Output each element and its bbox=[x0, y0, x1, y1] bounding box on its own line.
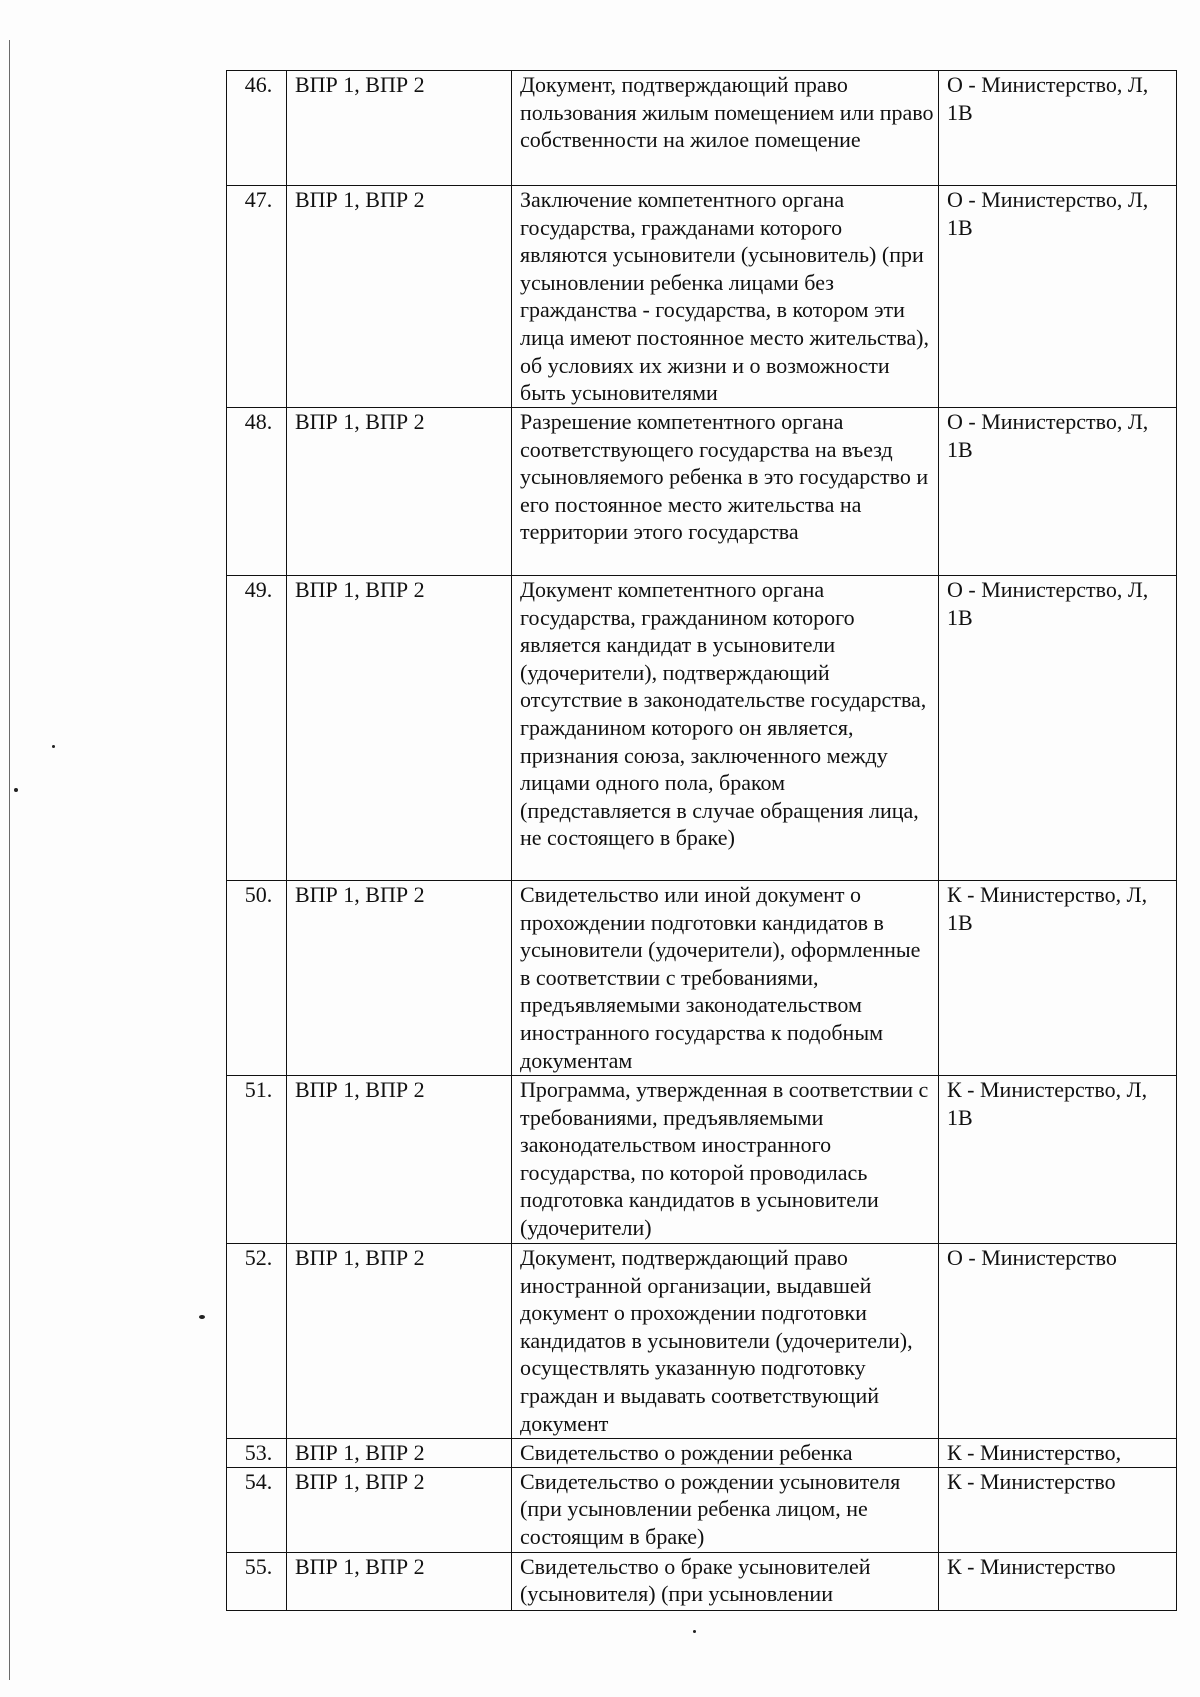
row-code: ВПР 1, ВПР 2 bbox=[287, 881, 512, 1076]
row-number: 48. bbox=[227, 408, 287, 576]
table-row bbox=[227, 1552, 1177, 1610]
row-requirement: О - Министерство, Л, 1В bbox=[939, 576, 1177, 881]
table-row bbox=[227, 1244, 1177, 1439]
row-code: ВПР 1, ВПР 2 bbox=[287, 186, 512, 408]
row-code: ВПР 1, ВПР 2 bbox=[287, 1244, 512, 1439]
table-row bbox=[227, 576, 1177, 881]
row-requirement: К - Министерство bbox=[939, 1467, 1177, 1552]
row-requirement: О - Министерство, Л, 1В bbox=[939, 71, 1177, 186]
row-document: Документ компетентного органа государства, гражданином которого является кандидат в усыновители (удочерители), подтверждающий отсутствие в законодательстве государства, гражданином которого он является, признания союза, заключенного между лицами одного пола, браком (представляется в случае обращения лица, не состоящего в браке) bbox=[512, 576, 939, 881]
scan-speck bbox=[14, 788, 18, 792]
table-row bbox=[227, 1076, 1177, 1244]
row-requirement: К - Министерство, bbox=[939, 1439, 1177, 1468]
scan-margin-line bbox=[9, 40, 10, 1680]
row-code: ВПР 1, ВПР 2 bbox=[287, 71, 512, 186]
row-requirement: К - Министерство, Л, 1В bbox=[939, 881, 1177, 1076]
scan-speck bbox=[693, 1630, 696, 1633]
documents-table bbox=[226, 70, 1177, 1611]
row-code: ВПР 1, ВПР 2 bbox=[287, 1552, 512, 1610]
row-document: Программа, утвержденная в соответствии с требованиями, предъявляемыми законодательством иностранного государства, по которой проводилась подготовка кандидатов в усыновители (удочерители) bbox=[512, 1076, 939, 1244]
row-document: Свидетельство о рождении усыновителя (при усыновлении ребенка лицом, не состоящим в браке) bbox=[512, 1467, 939, 1552]
row-number: 55. bbox=[227, 1552, 287, 1610]
row-document: Свидетельство о рождении ребенка bbox=[512, 1439, 939, 1468]
row-number: 50. bbox=[227, 881, 287, 1076]
row-number: 54. bbox=[227, 1467, 287, 1552]
table-row bbox=[227, 1467, 1177, 1552]
row-document: Разрешение компетентного органа соответствующего государства на въезд усыновляемого ребенка в это государство и его постоянное место жительства на территории этого государства bbox=[512, 408, 939, 576]
row-requirement: К - Министерство, Л, 1В bbox=[939, 1076, 1177, 1244]
scan-speck bbox=[52, 745, 55, 748]
row-number: 51. bbox=[227, 1076, 287, 1244]
table-row bbox=[227, 71, 1177, 186]
row-code: ВПР 1, ВПР 2 bbox=[287, 408, 512, 576]
row-requirement: К - Министерство bbox=[939, 1552, 1177, 1610]
row-code: ВПР 1, ВПР 2 bbox=[287, 1076, 512, 1244]
row-document: Свидетельство о браке усыновителей (усыновителя) (при усыновлении bbox=[512, 1552, 939, 1610]
row-code: ВПР 1, ВПР 2 bbox=[287, 576, 512, 881]
row-number: 46. bbox=[227, 71, 287, 186]
row-code: ВПР 1, ВПР 2 bbox=[287, 1467, 512, 1552]
row-document: Заключение компетентного органа государства, гражданами которого являются усыновители (усыновитель) (при усыновлении ребенка лицами без гражданства - государства, в котором эти лица имеют постоянное место жительства), об условиях их жизни и о возможности быть усыновителями bbox=[512, 186, 939, 408]
row-number: 52. bbox=[227, 1244, 287, 1439]
table-row bbox=[227, 881, 1177, 1076]
row-number: 47. bbox=[227, 186, 287, 408]
table-row bbox=[227, 186, 1177, 408]
row-requirement: О - Министерство, Л, 1В bbox=[939, 408, 1177, 576]
row-number: 53. bbox=[227, 1439, 287, 1468]
row-document: Документ, подтверждающий право пользования жилым помещением или право собственности на жилое помещение bbox=[512, 71, 939, 186]
scan-speck bbox=[199, 1315, 205, 1319]
row-document: Свидетельство или иной документ о прохождении подготовки кандидатов в усыновители (удочерители), оформленные в соответствии с требованиями, предъявляемыми законодательством иностранного государства к подобным документам bbox=[512, 881, 939, 1076]
row-code: ВПР 1, ВПР 2 bbox=[287, 1439, 512, 1468]
row-requirement: О - Министерство bbox=[939, 1244, 1177, 1439]
row-requirement: О - Министерство, Л, 1В bbox=[939, 186, 1177, 408]
table-row bbox=[227, 1439, 1177, 1468]
row-document: Документ, подтверждающий право иностранной организации, выдавшей документ о прохождении подготовки кандидатов в усыновители (удочерители), осуществлять указанную подготовку граждан и выдавать соответствующий документ bbox=[512, 1244, 939, 1439]
row-number: 49. bbox=[227, 576, 287, 881]
table-row bbox=[227, 408, 1177, 576]
